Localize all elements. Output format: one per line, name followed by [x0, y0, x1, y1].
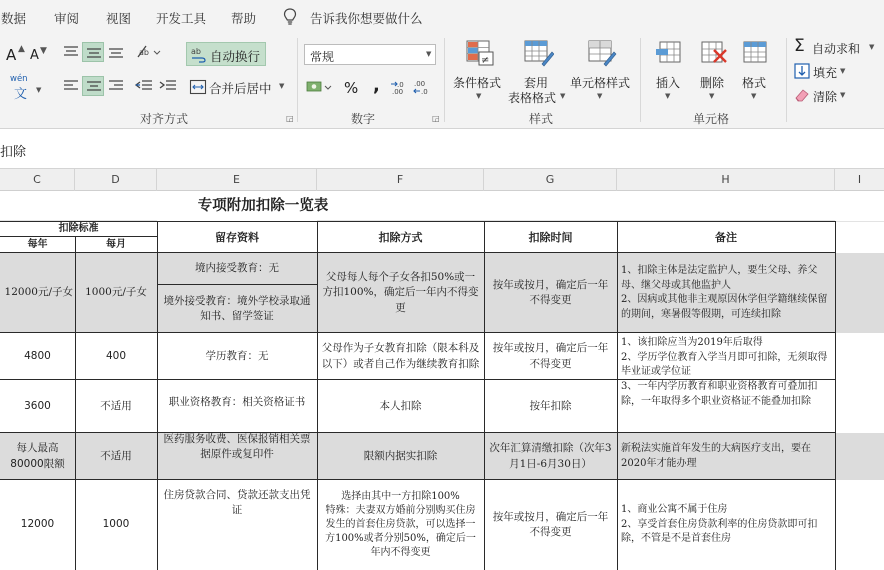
svg-text:≠: ≠ [481, 55, 490, 66]
cell-per-year[interactable]: 12000元/子女 [4, 286, 73, 299]
tell-me-search[interactable]: 告诉我你想要做什么 [310, 11, 423, 26]
formula-content: 扣除 [0, 145, 27, 160]
align-top-icon[interactable] [62, 44, 80, 60]
format-cells-icon [740, 38, 770, 68]
header-documents[interactable]: 留存资料 [215, 230, 259, 244]
caret-up-icon: ▲ [18, 44, 25, 54]
group-separator [786, 38, 787, 122]
table-border [0, 432, 835, 433]
dropdown-arrow-icon: ▼ [665, 92, 671, 100]
conditional-formatting-button[interactable]: ≠ 条件格式 ▼ [452, 38, 508, 106]
cell-styles-button[interactable]: 单元格样式 ▼ [568, 38, 634, 106]
table-border [317, 221, 318, 570]
column-header-f[interactable]: F [317, 169, 484, 191]
dropdown-arrow-icon: ▼ [426, 50, 432, 58]
increase-decimal-icon[interactable] [389, 79, 409, 95]
sheet-title[interactable]: 专项附加扣除一览表 [197, 197, 329, 214]
dropdown-arrow-icon: ▼ [840, 67, 846, 75]
lightbulb-icon [283, 8, 297, 26]
dropdown-arrow-icon: ▼ [36, 86, 42, 94]
cell-per-month[interactable]: 不适用 [100, 399, 132, 412]
menu-view[interactable]: 视图 [106, 11, 132, 26]
ribbon [0, 34, 884, 129]
eraser-icon [794, 88, 810, 102]
menu-data[interactable]: 数据 [1, 11, 27, 26]
cell-remarks[interactable]: 3、一年内学历教育和职业资格教育可叠加扣除，一年取得多个职业资格证不能叠加扣除 [621, 381, 818, 407]
cell-per-month[interactable]: 不适用 [100, 449, 132, 462]
align-left-icon[interactable] [62, 78, 80, 94]
increase-indent-icon[interactable] [158, 78, 178, 94]
cell-documents[interactable]: 住房贷款合同、贷款还款支出凭证 [163, 489, 311, 517]
header-per-year[interactable]: 每年 [27, 238, 48, 250]
table-border [835, 221, 836, 570]
cell-method[interactable]: 父母作为子女教育扣除（限本科及以下）或者自己作为继续教育扣除 [321, 342, 480, 370]
header-deduction-standard[interactable]: 扣除标准 [58, 223, 99, 235]
dropdown-arrow-icon: ▼ [751, 92, 757, 100]
delete-cells-button[interactable]: 删除 ▼ [694, 38, 732, 106]
svg-text:.0: .0 [421, 88, 428, 95]
menu-developer[interactable]: 开发工具 [156, 11, 207, 26]
comma-style-button[interactable]: , [373, 75, 380, 96]
cell-time[interactable]: 按年或按月，确定后一年不得变更 [492, 342, 609, 370]
table-border [617, 221, 618, 570]
fill-down-icon [794, 63, 810, 79]
cell-documents[interactable]: 境内接受教育：无 [195, 262, 279, 275]
group-label-number: 数字 [351, 112, 376, 126]
align-bottom-icon[interactable] [107, 44, 125, 60]
decrease-decimal-icon[interactable] [412, 79, 432, 95]
cell-time[interactable]: 按年或按月，确定后一年不得变更 [492, 510, 609, 538]
svg-text:.00: .00 [414, 80, 426, 88]
group-label-cells: 单元格 [693, 112, 730, 126]
dropdown-arrow-icon: ▼ [279, 82, 285, 90]
dropdown-arrow-icon: ▼ [597, 92, 603, 100]
table-border [0, 252, 835, 253]
dialog-launcher-icon[interactable]: ◲ [432, 114, 440, 123]
svg-text:ab: ab [191, 47, 201, 56]
cell-per-month[interactable]: 400 [105, 349, 127, 362]
dropdown-arrow-icon: ▼ [476, 92, 482, 100]
merge-cells-icon [189, 78, 207, 96]
cell-documents[interactable]: 职业资格教育：相关资格证书 [168, 395, 306, 408]
cell-time[interactable]: 按年扣除 [529, 399, 572, 412]
table-border [0, 332, 835, 333]
cell-per-year[interactable]: 每人最高80000限额 [10, 442, 65, 470]
dialog-launcher-icon[interactable]: ◲ [286, 114, 294, 123]
cell-documents[interactable]: 境外接受教育：境外学校录取通知书、留学签证 [163, 294, 311, 322]
phonetic-guide-button[interactable]: wén 文 ▼ [10, 74, 42, 102]
cell-documents[interactable]: 学历教育：无 [205, 349, 269, 362]
caret-down-icon: ▼ [40, 46, 47, 56]
align-right-icon[interactable] [107, 78, 125, 94]
currency-format-icon[interactable] [306, 78, 334, 96]
cell-time[interactable]: 按年或按月，确定后一年不得变更 [492, 278, 609, 306]
wrap-text-icon [190, 46, 208, 64]
merge-center-button[interactable]: 合并后居中 ▼ [186, 76, 290, 98]
clear-button[interactable]: 清除 ▼ [792, 86, 884, 106]
align-center-button[interactable] [82, 76, 104, 96]
header-method[interactable]: 扣除方式 [378, 230, 423, 244]
dropdown-arrow-icon: ▼ [560, 92, 566, 100]
cell-per-year[interactable]: 4800 [24, 349, 51, 362]
sigma-icon: Σ [794, 36, 805, 56]
column-header-c[interactable]: C [0, 169, 75, 191]
menu-help[interactable]: 帮助 [231, 11, 257, 26]
header-per-month[interactable]: 每月 [106, 238, 126, 250]
table-border [0, 479, 835, 480]
group-separator [640, 38, 641, 122]
header-remarks[interactable]: 备注 [715, 230, 737, 244]
decrease-indent-icon[interactable] [134, 78, 154, 94]
wrap-text-button[interactable]: ab 自动换行 [186, 42, 266, 66]
cell-styles-icon [586, 38, 618, 68]
menu-review[interactable]: 审阅 [54, 11, 80, 26]
column-header-e[interactable]: E [157, 169, 317, 191]
column-header-i[interactable]: I [857, 173, 862, 186]
group-separator [297, 38, 298, 122]
insert-cells-icon [654, 38, 684, 68]
cell-method[interactable]: 本人扣除 [379, 399, 422, 412]
table-border [157, 284, 317, 285]
cell-per-month[interactable]: 1000元/子女 [85, 286, 147, 299]
cell-time[interactable]: 次年汇算清缴扣除（次年3月1日-6月30日） [489, 442, 612, 470]
table-border [484, 221, 485, 570]
dropdown-arrow-icon: ▼ [840, 91, 846, 99]
worksheet-grid[interactable] [0, 191, 884, 570]
format-as-table-icon [522, 38, 554, 68]
table-border [0, 221, 835, 222]
formula-bar[interactable] [0, 129, 884, 169]
format-as-table-button[interactable]: 套用 表格格式 ▼ [508, 38, 568, 106]
table-border [0, 379, 835, 380]
cell-documents[interactable]: 医药服务收费、医保报销相关票据原件或复印件 [163, 432, 311, 460]
cell-method[interactable]: 选择由其中一方扣除100% 特殊：夫妻双方婚前分别购买住房发生的首套住房贷款，可以选择一方100%或者分别50%，确定后一年内不得变更 [325, 491, 476, 558]
dropdown-arrow-icon: ▼ [709, 92, 715, 100]
font-decrease-button[interactable]: A [30, 48, 39, 63]
format-cells-button[interactable]: 格式 ▼ [736, 38, 774, 106]
percent-style-button[interactable]: % [344, 79, 359, 97]
align-middle-icon [83, 43, 105, 63]
cell-remarks[interactable]: 1、商业公寓不属于住房 2、享受首套住房贷款利率的住房贷款即可扣除，不管是不是首套住房 [621, 504, 818, 545]
conditional-formatting-icon [464, 38, 496, 68]
fill-button[interactable]: 填充 ▼ [792, 62, 884, 82]
group-label-alignment: 对齐方式 [140, 112, 189, 126]
cell-remarks[interactable]: 新税法实施首年发生的大病医疗支出，要在2020年才能办理 [621, 443, 811, 469]
svg-text:.0: .0 [397, 81, 404, 89]
align-middle-button[interactable] [82, 42, 104, 62]
header-time[interactable]: 扣除时间 [528, 230, 573, 244]
font-increase-button[interactable]: A [6, 46, 17, 64]
delete-cells-icon [698, 38, 728, 68]
table-border [0, 236, 157, 237]
number-format-select[interactable]: 常规 ▼ [304, 44, 436, 65]
svg-text:ab: ab [139, 48, 149, 57]
dropdown-arrow-icon: ▼ [869, 43, 875, 51]
cell-per-year[interactable]: 3600 [24, 399, 51, 412]
align-center-icon [83, 77, 105, 97]
cell-remarks[interactable]: 1、该扣除应当为2019年后取得 2、学历学位教育入学当月即可扣除，无须取得毕业证或学位证 [621, 337, 828, 377]
column-header-g[interactable]: G [484, 169, 617, 191]
table-border [157, 221, 158, 570]
cell-per-month[interactable]: 1000 [102, 518, 130, 531]
cell-method[interactable]: 限额内据实扣除 [363, 449, 438, 462]
table-border [75, 236, 76, 570]
cell-per-year[interactable]: 12000 [20, 518, 55, 531]
svg-text:.00: .00 [392, 88, 404, 95]
column-header-bar [0, 169, 884, 191]
insert-cells-button[interactable]: 插入 ▼ [650, 38, 688, 106]
group-label-styles: 样式 [529, 112, 554, 126]
group-separator [444, 38, 445, 122]
menu-bar [0, 0, 884, 34]
column-header-d[interactable]: D [75, 169, 157, 191]
cell-method[interactable]: 父母每人每个子女各扣50%或一方扣100%，确定后一年内不得变更 [322, 271, 479, 314]
gridline [835, 221, 884, 222]
autosum-button[interactable]: Σ 自动求和 ▼ [794, 36, 875, 56]
cell-remarks[interactable]: 1、扣除主体是法定监护人，要生父母、养父母、继父母或其他监护人 2、因病或其他非主观原因休学但学籍继续保留的期间，寒暑假等假期，可连续扣除 [621, 265, 828, 320]
column-header-h[interactable]: H [617, 169, 835, 191]
orientation-icon[interactable] [135, 42, 161, 62]
